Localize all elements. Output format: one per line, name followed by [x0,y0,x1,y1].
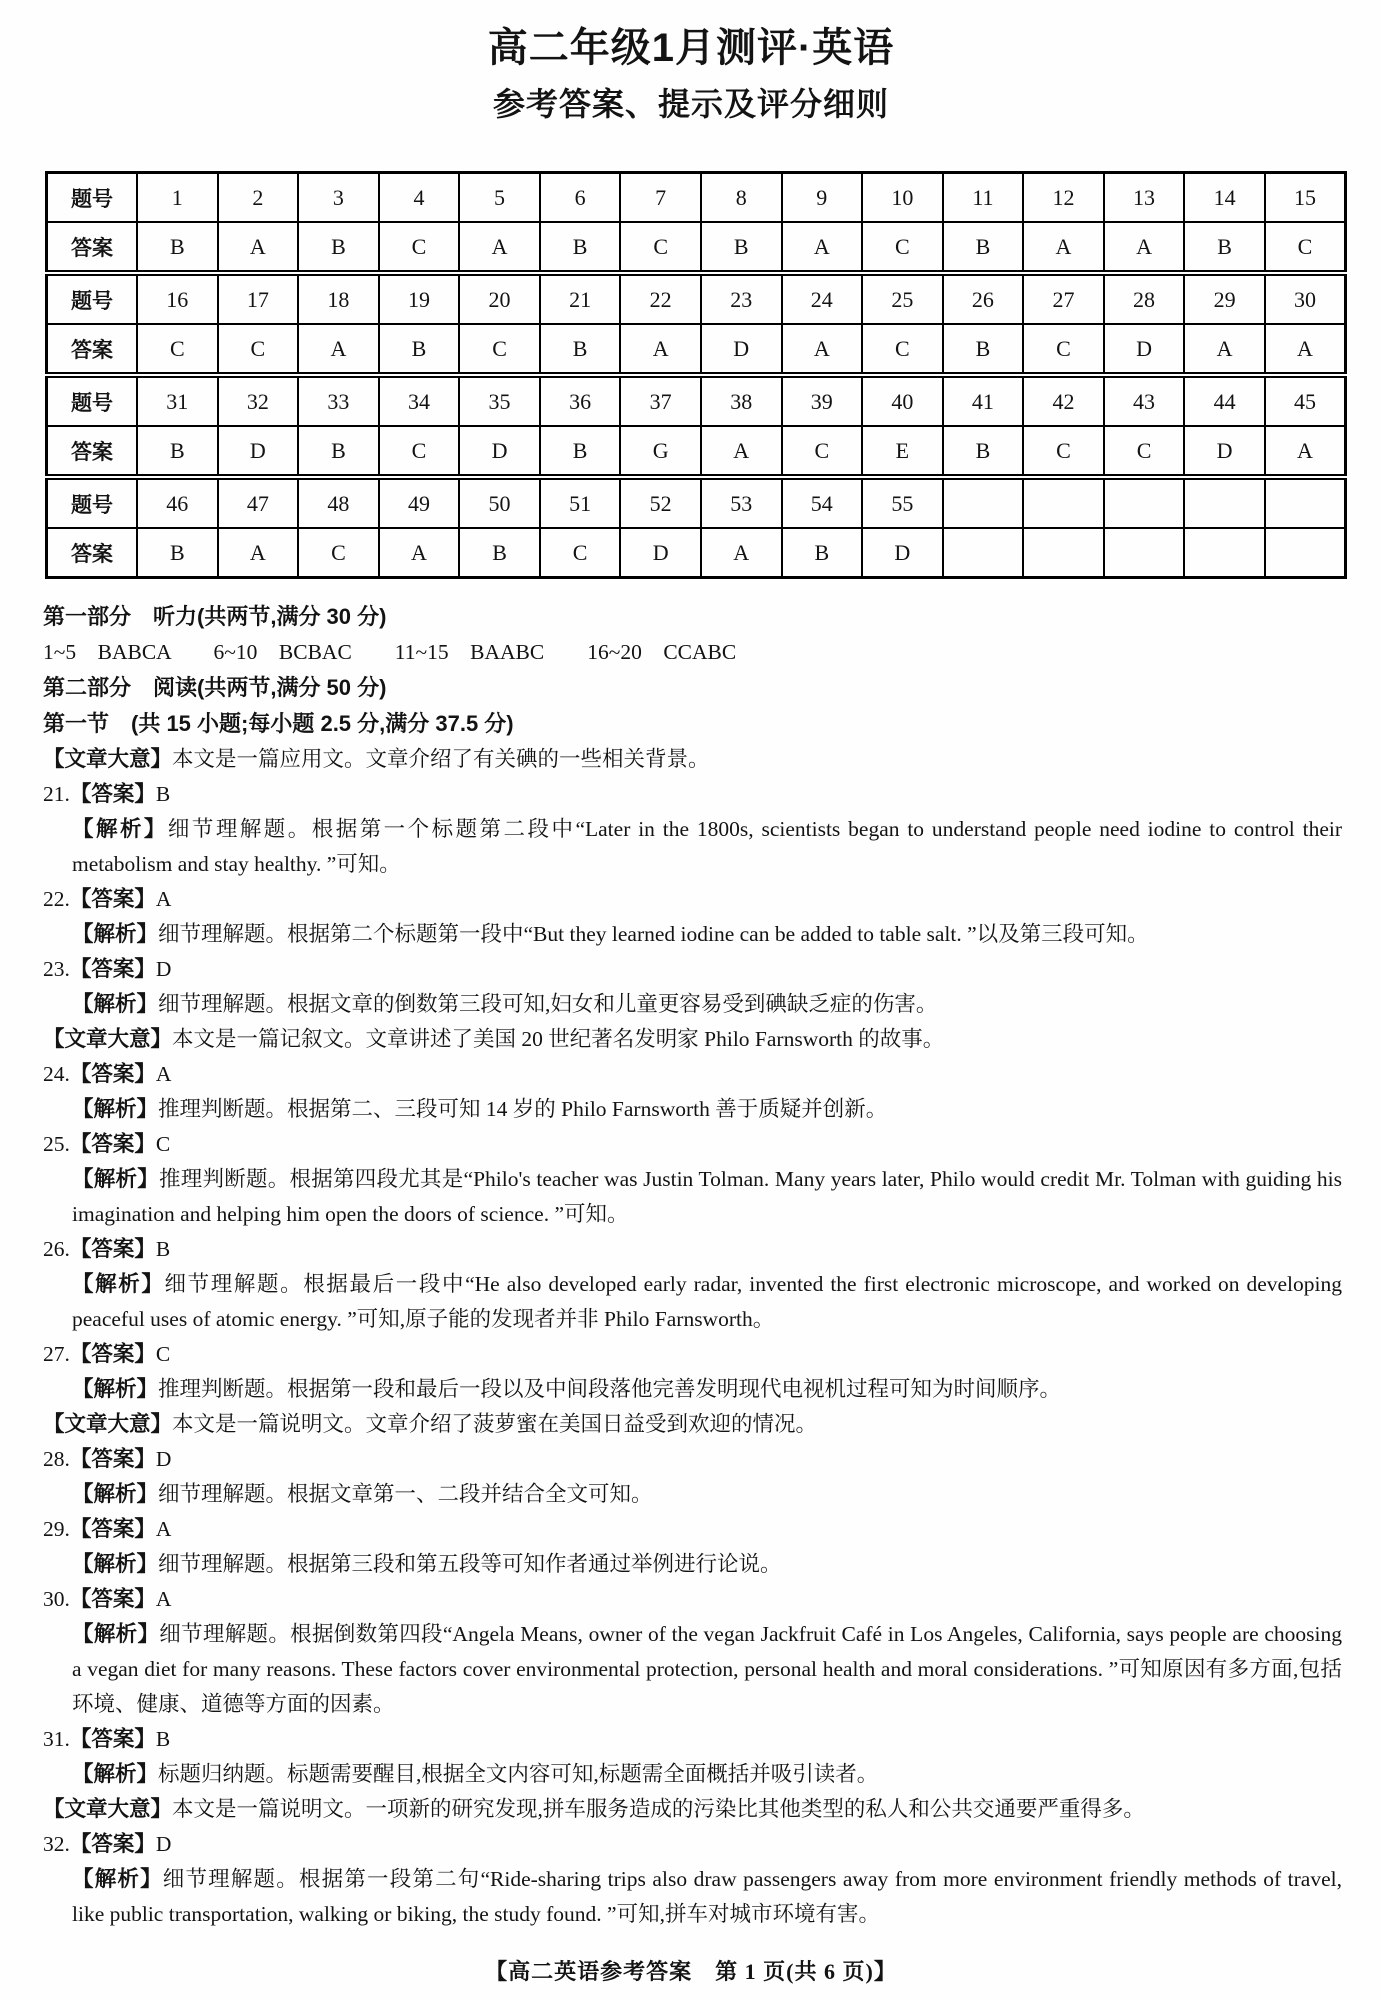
question-number-cell: 19 [379,273,460,324]
analysis-text: 细节理解题。根据倒数第四段“Angela Means, owner of the vegan Jackfruit Café in Los Angeles, California, says people are choosing a vegan diet for many reasons. These factors cover environmental protection, personal health and moral considerations. ”可知原因有多方面,包括环境、健康、道德等方面的因素。 [72,1622,1348,1716]
answer-label: 【答案】 [69,1237,156,1261]
question-number-cell: 20 [459,273,540,324]
answer-cell: C [782,426,863,477]
row-header-answer: 答案 [47,528,138,578]
answer-label: 【答案】 [69,1587,156,1611]
question-number-row [47,477,1346,528]
question-number-cell: 28 [1104,273,1185,324]
answer-cell: D [701,324,782,375]
question-number-cell: 49 [379,477,460,528]
question-number: 23. [43,957,70,981]
question-number: 28. [43,1447,70,1471]
answer-value: A [155,1517,172,1541]
question-number-cell: 26 [943,273,1024,324]
question-number-cell: 53 [701,477,782,528]
answer-label: 【答案】 [69,1832,156,1856]
answer-cell: B [379,324,460,375]
question-number-cell: 42 [1023,375,1104,426]
answer-line [43,882,1342,917]
page-footer: 【高二英语参考答案 第 1 页(共 6 页)】 [485,1959,897,1984]
analysis-line [43,917,1342,952]
analysis-text: 细节理解题。根据第一个标题第二段中“Later in the 1800s, scientists began to understand people need iodine to control their metabolism and stay healthy. ”可知。 [72,817,1348,876]
analysis-text: 细节理解题。根据文章的倒数第三段可知,妇女和儿童更容易受到碘缺乏症的伤害。 [158,992,938,1016]
question-number-cell: 6 [540,173,621,223]
question-number-row [47,273,1346,324]
answer-cell [1104,528,1185,578]
answer-label: 【答案】 [69,957,156,981]
answer-line [43,1582,1342,1617]
analysis-label: 【解析】 [72,1272,165,1296]
analysis-text: 细节理解题。根据第二个标题第一段中“But they learned iodine can be added to table salt. ”以及第三段可知。 [158,922,1149,946]
answer-cell: C [1023,324,1104,375]
passage-summary-line [43,742,1342,777]
answer-cell: B [137,426,218,477]
answer-cell: C [379,426,460,477]
summary-label: 【文章大意】 [43,1797,173,1821]
analysis-text: 推理判断题。根据第四段尤其是“Philo's teacher was Justin Tolman. Many years later, Philo would credit Mr. Tolman with guiding his imagination and helping him open the doors of science. ”可知。 [72,1167,1348,1226]
question-number-cell: 13 [1104,173,1185,223]
answer-label: 【答案】 [69,1342,156,1366]
question-number: 24. [43,1062,70,1086]
question-number-cell: 9 [782,173,863,223]
analysis-label: 【解析】 [72,1867,163,1891]
question-number-cell: 16 [137,273,218,324]
answer-value: B [155,782,171,806]
analysis-label: 【解析】 [72,1762,159,1786]
question-number-cell: 15 [1265,173,1346,223]
question-number-cell: 8 [701,173,782,223]
summary-text: 本文是一篇应用文。文章介绍了有关碘的一些相关背景。 [172,747,710,771]
answer-cell: C [1265,222,1346,273]
answer-cell: B [459,528,540,578]
passage-summary-line [43,1407,1342,1442]
question-number-row [47,375,1346,426]
question-number-cell: 11 [943,173,1024,223]
question-number-cell: 30 [1265,273,1346,324]
question-number: 29. [43,1517,70,1541]
question-number-cell: 7 [620,173,701,223]
analysis-label: 【解析】 [72,992,159,1016]
question-number-cell: 37 [620,375,701,426]
analysis-label: 【解析】 [72,1097,159,1121]
question-number-cell: 31 [137,375,218,426]
section-heading [43,599,1342,635]
summary-text: 本文是一篇记叙文。文章讲述了美国 20 世纪著名发明家 Philo Farnsworth 的故事。 [172,1027,945,1051]
question-number-cell: 3 [298,173,379,223]
question-number: 21. [43,782,70,806]
question-number-cell: 4 [379,173,460,223]
analysis-label: 【解析】 [72,1167,160,1191]
question-number-cell: 41 [943,375,1024,426]
answer-cell [943,528,1024,578]
answer-label: 【答案】 [69,1062,156,1086]
answer-cell: B [1184,222,1265,273]
answer-cell: A [782,222,863,273]
page-subtitle: 参考答案、提示及评分细则 [492,86,889,122]
question-number-cell: 14 [1184,173,1265,223]
question-number-cell: 1 [137,173,218,223]
answer-cell: C [540,528,621,578]
answer-row [47,528,1346,578]
question-number-cell: 17 [218,273,299,324]
answer-cell: A [1265,426,1346,477]
answer-cell: A [1265,324,1346,375]
answer-cell: C [379,222,460,273]
row-header-answer: 答案 [47,426,138,477]
listening-answers-line [43,635,1342,670]
answer-line [43,1827,1342,1862]
answer-value: C [155,1132,171,1156]
question-number-cell [1265,477,1346,528]
question-number-cell: 27 [1023,273,1104,324]
answer-cell: E [862,426,943,477]
question-number-cell: 38 [701,375,782,426]
analysis-text: 推理判断题。根据第一段和最后一段以及中间段落他完善发明现代电视机过程可知为时间顺序。 [158,1377,1062,1401]
answer-cell: A [701,426,782,477]
answer-cell: C [862,222,943,273]
answer-cell: B [540,426,621,477]
question-number-cell [1184,477,1265,528]
analysis-text: 细节理解题。根据第一段第二句“Ride-sharing trips also draw passengers away from more environment friendly methods of travel, like public transportation, walking or biking, the study found. ”可知,拼车对城市环境有害。 [72,1867,1348,1926]
answer-cell: A [218,528,299,578]
passage-summary-line [43,1792,1342,1827]
answer-cell [1184,528,1265,578]
answer-cell: B [137,528,218,578]
answer-value: A [155,1587,172,1611]
analysis-text: 标题归纳题。标题需要醒目,根据全文内容可知,标题需全面概括并吸引读者。 [158,1762,879,1786]
answer-cell: B [943,324,1024,375]
answer-cell: B [540,222,621,273]
answer-cell: A [1104,222,1185,273]
answer-cell: C [298,528,379,578]
answer-line [43,1722,1342,1757]
answer-cell: C [1104,426,1185,477]
summary-label: 【文章大意】 [43,1412,173,1436]
answer-cell [1265,528,1346,578]
row-header-answer: 答案 [47,324,138,375]
answer-value: D [155,1832,172,1856]
question-number-cell: 39 [782,375,863,426]
answer-cell: C [620,222,701,273]
question-number-cell: 36 [540,375,621,426]
question-number-cell: 32 [218,375,299,426]
answer-cell: A [298,324,379,375]
summary-label: 【文章大意】 [43,1027,173,1051]
analysis-line [43,1162,1348,1232]
question-number-cell: 46 [137,477,218,528]
question-number-cell: 12 [1023,173,1104,223]
answer-cell: D [1184,426,1265,477]
question-number: 27. [43,1342,70,1366]
answer-cell: D [459,426,540,477]
summary-text: 本文是一篇说明文。文章介绍了菠萝蜜在美国日益受到欢迎的情况。 [172,1412,818,1436]
answer-cell: B [298,222,379,273]
question-number-cell: 52 [620,477,701,528]
analysis-line [43,1372,1342,1407]
question-number-cell [1104,477,1185,528]
row-header-question: 题号 [47,477,138,528]
analysis-label: 【解析】 [72,1552,159,1576]
answer-cell: A [218,222,299,273]
question-number-cell: 43 [1104,375,1185,426]
answer-cell: B [943,222,1024,273]
question-number-cell: 5 [459,173,540,223]
answer-cell: C [459,324,540,375]
question-number-cell: 54 [782,477,863,528]
answer-cell: D [218,426,299,477]
section-heading [43,670,1342,706]
answer-value: B [155,1237,171,1261]
answer-cell: B [540,324,621,375]
answer-cell: A [459,222,540,273]
heading-text: 第一节 (共 15 小题;每小题 2.5 分,满分 37.5 分) [43,711,514,736]
answer-row [47,222,1346,273]
answer-cell: A [379,528,460,578]
answer-value: A [155,1062,172,1086]
answer-cell: C [137,324,218,375]
section-heading [43,706,1342,742]
answer-cell: B [943,426,1024,477]
page-title: 高二年级1月测评·英语 [487,26,895,70]
question-number-cell: 44 [1184,375,1265,426]
answer-value: A [155,887,172,911]
question-number-cell [1023,477,1104,528]
question-number-cell: 29 [1184,273,1265,324]
answer-value: B [155,1727,171,1751]
answer-cell: C [1023,426,1104,477]
analysis-line [43,1267,1348,1337]
answer-row [47,324,1346,375]
answer-key-table [45,171,1347,579]
answer-line [43,1232,1342,1267]
answer-line [43,1442,1342,1477]
answer-label: 【答案】 [69,1727,156,1751]
answer-cell [1023,528,1104,578]
answer-cell: A [782,324,863,375]
analysis-label: 【解析】 [72,817,168,841]
answer-cell: B [298,426,379,477]
answer-cell: A [1023,222,1104,273]
answer-cell: D [620,528,701,578]
question-number-cell: 21 [540,273,621,324]
question-number: 26. [43,1237,70,1261]
question-number: 32. [43,1832,70,1856]
answer-cell: D [862,528,943,578]
answer-line [43,1057,1342,1092]
analysis-line [43,1547,1342,1582]
answer-cell: G [620,426,701,477]
row-header-answer: 答案 [47,222,138,273]
question-number-cell: 48 [298,477,379,528]
answer-cell: B [782,528,863,578]
answer-cell: B [701,222,782,273]
heading-text: 第一部分 听力(共两节,满分 30 分) [43,604,387,629]
row-header-question: 题号 [47,273,138,324]
explanation-body [43,599,1348,1932]
analysis-text: 细节理解题。根据第三段和第五段等可知作者通过举例进行论说。 [158,1552,782,1576]
question-number-cell: 10 [862,173,943,223]
question-number-cell: 33 [298,375,379,426]
answer-line [43,1512,1342,1547]
question-number-cell: 2 [218,173,299,223]
answer-line [43,952,1342,987]
analysis-line [43,1092,1342,1127]
row-header-question: 题号 [47,173,138,223]
question-number-cell [943,477,1024,528]
analysis-label: 【解析】 [72,922,159,946]
answer-line [43,1127,1342,1162]
analysis-line [43,987,1342,1022]
answer-line [43,1337,1342,1372]
analysis-line [43,1862,1348,1932]
question-number-cell: 23 [701,273,782,324]
heading-text: 第二部分 阅读(共两节,满分 50 分) [43,675,387,700]
question-number-cell: 51 [540,477,621,528]
question-number-cell: 24 [782,273,863,324]
answer-label: 【答案】 [69,887,156,911]
summary-text: 本文是一篇说明文。一项新的研究发现,拼车服务造成的污染比其他类型的私人和公共交通要严重得多。 [172,1797,1145,1821]
question-number: 31. [43,1727,70,1751]
answer-label: 【答案】 [69,1517,156,1541]
answer-cell: A [620,324,701,375]
analysis-line [43,812,1348,882]
answer-value: C [155,1342,171,1366]
analysis-line [43,1477,1342,1512]
answer-cell: D [1104,324,1185,375]
question-number-cell: 18 [298,273,379,324]
question-number: 30. [43,1587,70,1611]
answer-cell: C [862,324,943,375]
answer-value: D [155,957,172,981]
analysis-text: 细节理解题。根据最后一段中“He also developed early radar, invented the first electronic microscope, and worked on developing peaceful uses of atomic energy. ”可知,原子能的发现者并非 Philo Farnsworth。 [72,1272,1348,1331]
answer-cell: A [1184,324,1265,375]
question-number-row [47,173,1346,223]
answer-cell: C [218,324,299,375]
question-number: 25. [43,1132,70,1156]
passage-summary-line [43,1022,1342,1057]
question-number-cell: 47 [218,477,299,528]
question-number: 22. [43,887,70,911]
analysis-text: 推理判断题。根据第二、三段可知 14 岁的 Philo Farnsworth 善于质疑并创新。 [158,1097,888,1121]
answer-cell: B [137,222,218,273]
row-header-question: 题号 [47,375,138,426]
question-number-cell: 34 [379,375,460,426]
answer-line [43,777,1342,812]
question-number-cell: 50 [459,477,540,528]
analysis-label: 【解析】 [72,1482,159,1506]
analysis-line [43,1617,1348,1722]
summary-label: 【文章大意】 [43,747,173,771]
question-number-cell: 40 [862,375,943,426]
analysis-label: 【解析】 [72,1377,159,1401]
question-number-cell: 22 [620,273,701,324]
question-number-cell: 45 [1265,375,1346,426]
answer-label: 【答案】 [69,1132,156,1156]
analysis-label: 【解析】 [72,1622,160,1646]
listening-answers-text: 1~5 BABCA 6~10 BCBAC 11~15 BAABC 16~20 CCABC [43,640,737,664]
question-number-cell: 25 [862,273,943,324]
question-number-cell: 55 [862,477,943,528]
answer-value: D [155,1447,172,1471]
question-number-cell: 35 [459,375,540,426]
answer-cell: A [701,528,782,578]
answer-label: 【答案】 [69,1447,156,1471]
analysis-text: 细节理解题。根据文章第一、二段并结合全文可知。 [158,1482,653,1506]
answer-row [47,426,1346,477]
answer-label: 【答案】 [69,782,156,806]
analysis-line [43,1757,1342,1792]
